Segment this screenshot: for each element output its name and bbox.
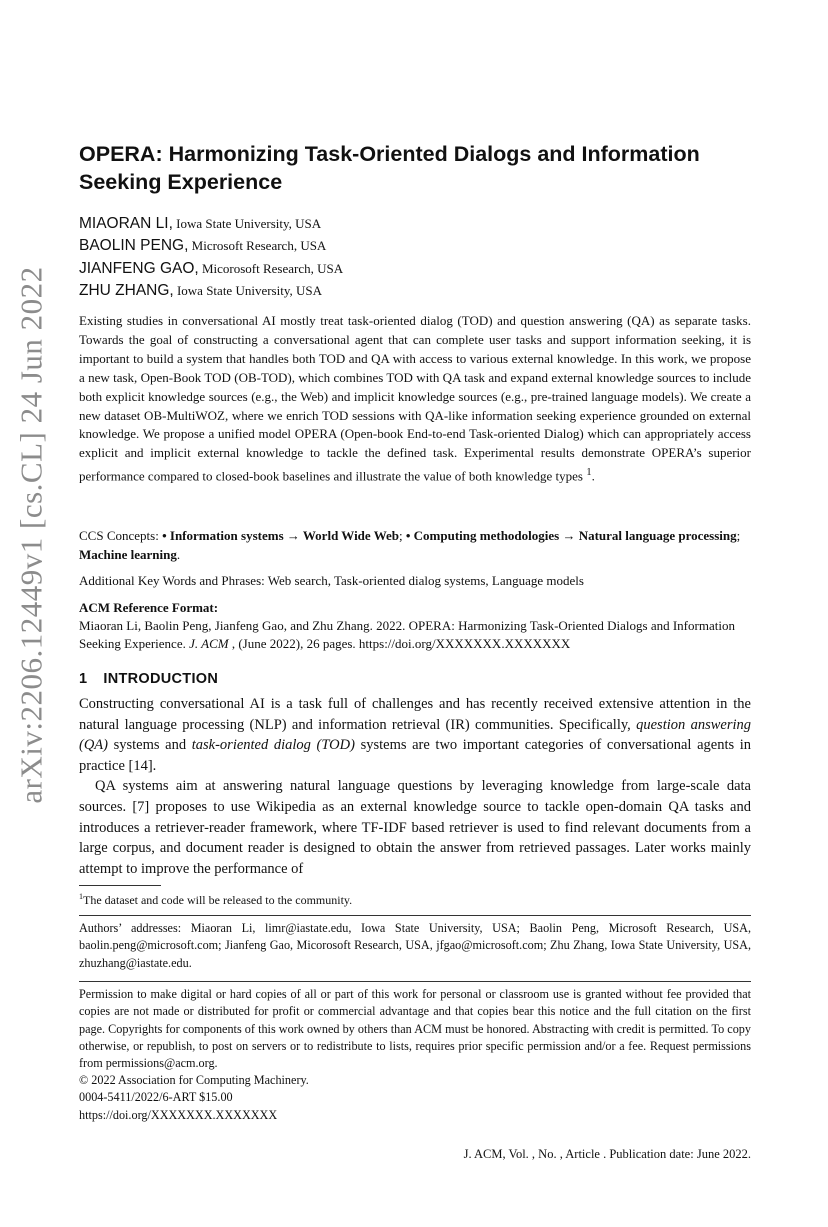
footnote-text: The dataset and code will be released to the community.	[83, 893, 353, 907]
ccs-concept: Computing methodologies → Natural language processing	[413, 528, 737, 543]
author-name: BAOLIN PENG,	[79, 237, 189, 255]
acm-reference-venue: J. ACM	[189, 636, 229, 651]
section-number: 1	[79, 671, 88, 687]
intro-paragraph	[79, 694, 751, 776]
intro-text: systems and	[108, 737, 192, 754]
ccs-bullet: •	[162, 528, 170, 543]
ccs-concept: Information systems → World Wide Web	[169, 528, 399, 543]
acm-reference-citation	[79, 617, 751, 653]
footnote-number: 1	[79, 892, 83, 901]
author-name: ZHU ZHANG,	[79, 282, 174, 300]
author-affiliation: Iowa State University, USA	[172, 216, 322, 231]
author-addresses: Authors’ addresses: Miaoran Li, limr@iastate.edu, Iowa State University, USA; Baolin Peng, Microsoft Research, USA, baolin.peng@microsoft.com; Jianfeng Gao, Micorosoft Research, USA, jfgao@microsoft.com; Zhu Zhang, Iowa State University, USA, zhuzhang@iastate.edu.	[79, 921, 751, 970]
ccs-concept: Machine learning	[79, 547, 177, 562]
divider-rule	[79, 915, 751, 916]
arxiv-identifier-stamp	[2, 240, 62, 830]
arxiv-identifier-text: arXiv:2206.12449v1 [cs.CL] 24 Jun 2022	[14, 266, 49, 804]
section-heading-introduction	[79, 671, 751, 687]
acm-reference	[79, 599, 751, 653]
intro-text: Constructing conversational AI is a task full of challenges and has recently received extensive attention in the natural language processing (NLP) and information retrieval (IR) communities. Specifically,	[79, 696, 751, 733]
abstract-text-end: .	[591, 468, 595, 484]
doi-link[interactable]: https://doi.org/XXXXXXX.XXXXXXX	[79, 1107, 278, 1122]
author-list	[79, 213, 751, 303]
ccs-end: .	[176, 547, 181, 562]
section-title: INTRODUCTION	[103, 671, 219, 687]
publication-info	[79, 1072, 751, 1124]
author-entry	[79, 235, 751, 257]
footnote-marker[interactable]: 1	[586, 466, 592, 479]
footnote-rule	[79, 885, 161, 886]
author-entry	[79, 258, 751, 280]
acm-reference-doi: , (June 2022), 26 pages. https://doi.org/XXXXXXX.XXXXXXX	[228, 636, 571, 651]
author-entry	[79, 280, 751, 302]
intro-paragraph: QA systems aim at answering natural language questions by leveraging knowledge from large-scale data sources. [7] proposes to use Wikipedia as an external knowledge source to tackle open-domain QA tasks and introduces a retriever-reader framework, where TF-IDF based retriever is used to find relevant documents from a large corpus, and document reader is designed to obtain the answer from retrieved passages. Later works mainly attempt to improve the performance of	[79, 778, 751, 877]
author-name: JIANFENG GAO,	[79, 259, 199, 277]
permission-notice: Permission to make digital or hard copies of all or part of this work for personal or classroom use is granted without fee provided that copies are not made or distributed for profit or commercial advantage and that copies bear this notice and the full citation on the first page. Copyrights for components of this work owned by others than ACM must be honored. Abstracting with credit is permitted. To copy otherwise, or republish, to post on servers or to redistribute to lists, requires prior specific permission and/or a fee. Request permissions from permissions@acm.org.	[79, 987, 751, 1071]
introduction-body	[79, 694, 751, 879]
author-affiliation: Microsoft Research, USA	[188, 238, 327, 254]
intro-emphasis: task-oriented dialog (TOD)	[191, 737, 355, 754]
copyright-line: © 2022 Association for Computing Machinery.	[79, 1073, 309, 1087]
intro-emphasis: question answering (QA)	[79, 716, 751, 754]
ccs-concepts	[79, 526, 751, 564]
divider-rule	[79, 981, 751, 982]
author-affiliation: Micorosoft Research, USA	[198, 260, 344, 276]
ccs-separator: ;	[398, 528, 406, 543]
running-footer: J. ACM, Vol. , No. , Article . Publication date: June 2022.	[463, 1147, 751, 1161]
author-entry	[79, 213, 751, 235]
intro-text: systems are two important categories of conversational agents in practice [14].	[79, 737, 752, 774]
acm-reference-text: Miaoran Li, Baolin Peng, Jianfeng Gao, and Zhu Zhang. 2022. OPERA: Harmonizing Task-Oriented Dialogs and Information Seeking Experience.	[79, 618, 735, 651]
acm-reference-heading: ACM Reference Format:	[79, 600, 219, 615]
issn-line: 0004-5411/2022/6-ART $15.00	[79, 1090, 233, 1105]
footnote	[79, 889, 751, 908]
keywords: Additional Key Words and Phrases: Web search, Task-oriented dialog systems, Language models	[79, 573, 584, 588]
ccs-separator: ;	[736, 528, 741, 543]
paper-title: OPERA: Harmonizing Task-Oriented Dialogs and Information Seeking Experience	[79, 142, 700, 194]
ccs-bullet: •	[405, 528, 414, 543]
abstract	[79, 312, 751, 486]
ccs-label: CCS Concepts:	[79, 528, 163, 543]
author-name: MIAORAN LI,	[79, 215, 173, 232]
abstract-text: Existing studies in conversational AI mostly treat task-oriented dialog (TOD) and question answering (QA) as separate tasks. Towards the goal of constructing a conversational agent that can complete user tasks and support information seeking, it is important to build a system that handles both TOD and QA with access to various external knowledge. In this work, we propose a new task, Open-Book TOD (OB-TOD), which combines TOD with QA task and expand external knowledge sources to include both explicit knowledge sources (e.g., the Web) and implicit knowledge sources (e.g., pre-trained language models). We create a new dataset OB-MultiWOZ, where we enrich TOD sessions with QA-like information seeking experience grounded on external knowledge. We propose a unified model OPERA (Open-book End-to-end Task-oriented Dialog) which can appropriately access explicit and implicit external knowledge to tackle the defined task. Experimental results demonstrate OPERA’s superior performance compared to closed-book baselines and illustrate the value of both knowledge types	[79, 313, 751, 484]
author-affiliation: Iowa State University, USA	[173, 283, 322, 299]
